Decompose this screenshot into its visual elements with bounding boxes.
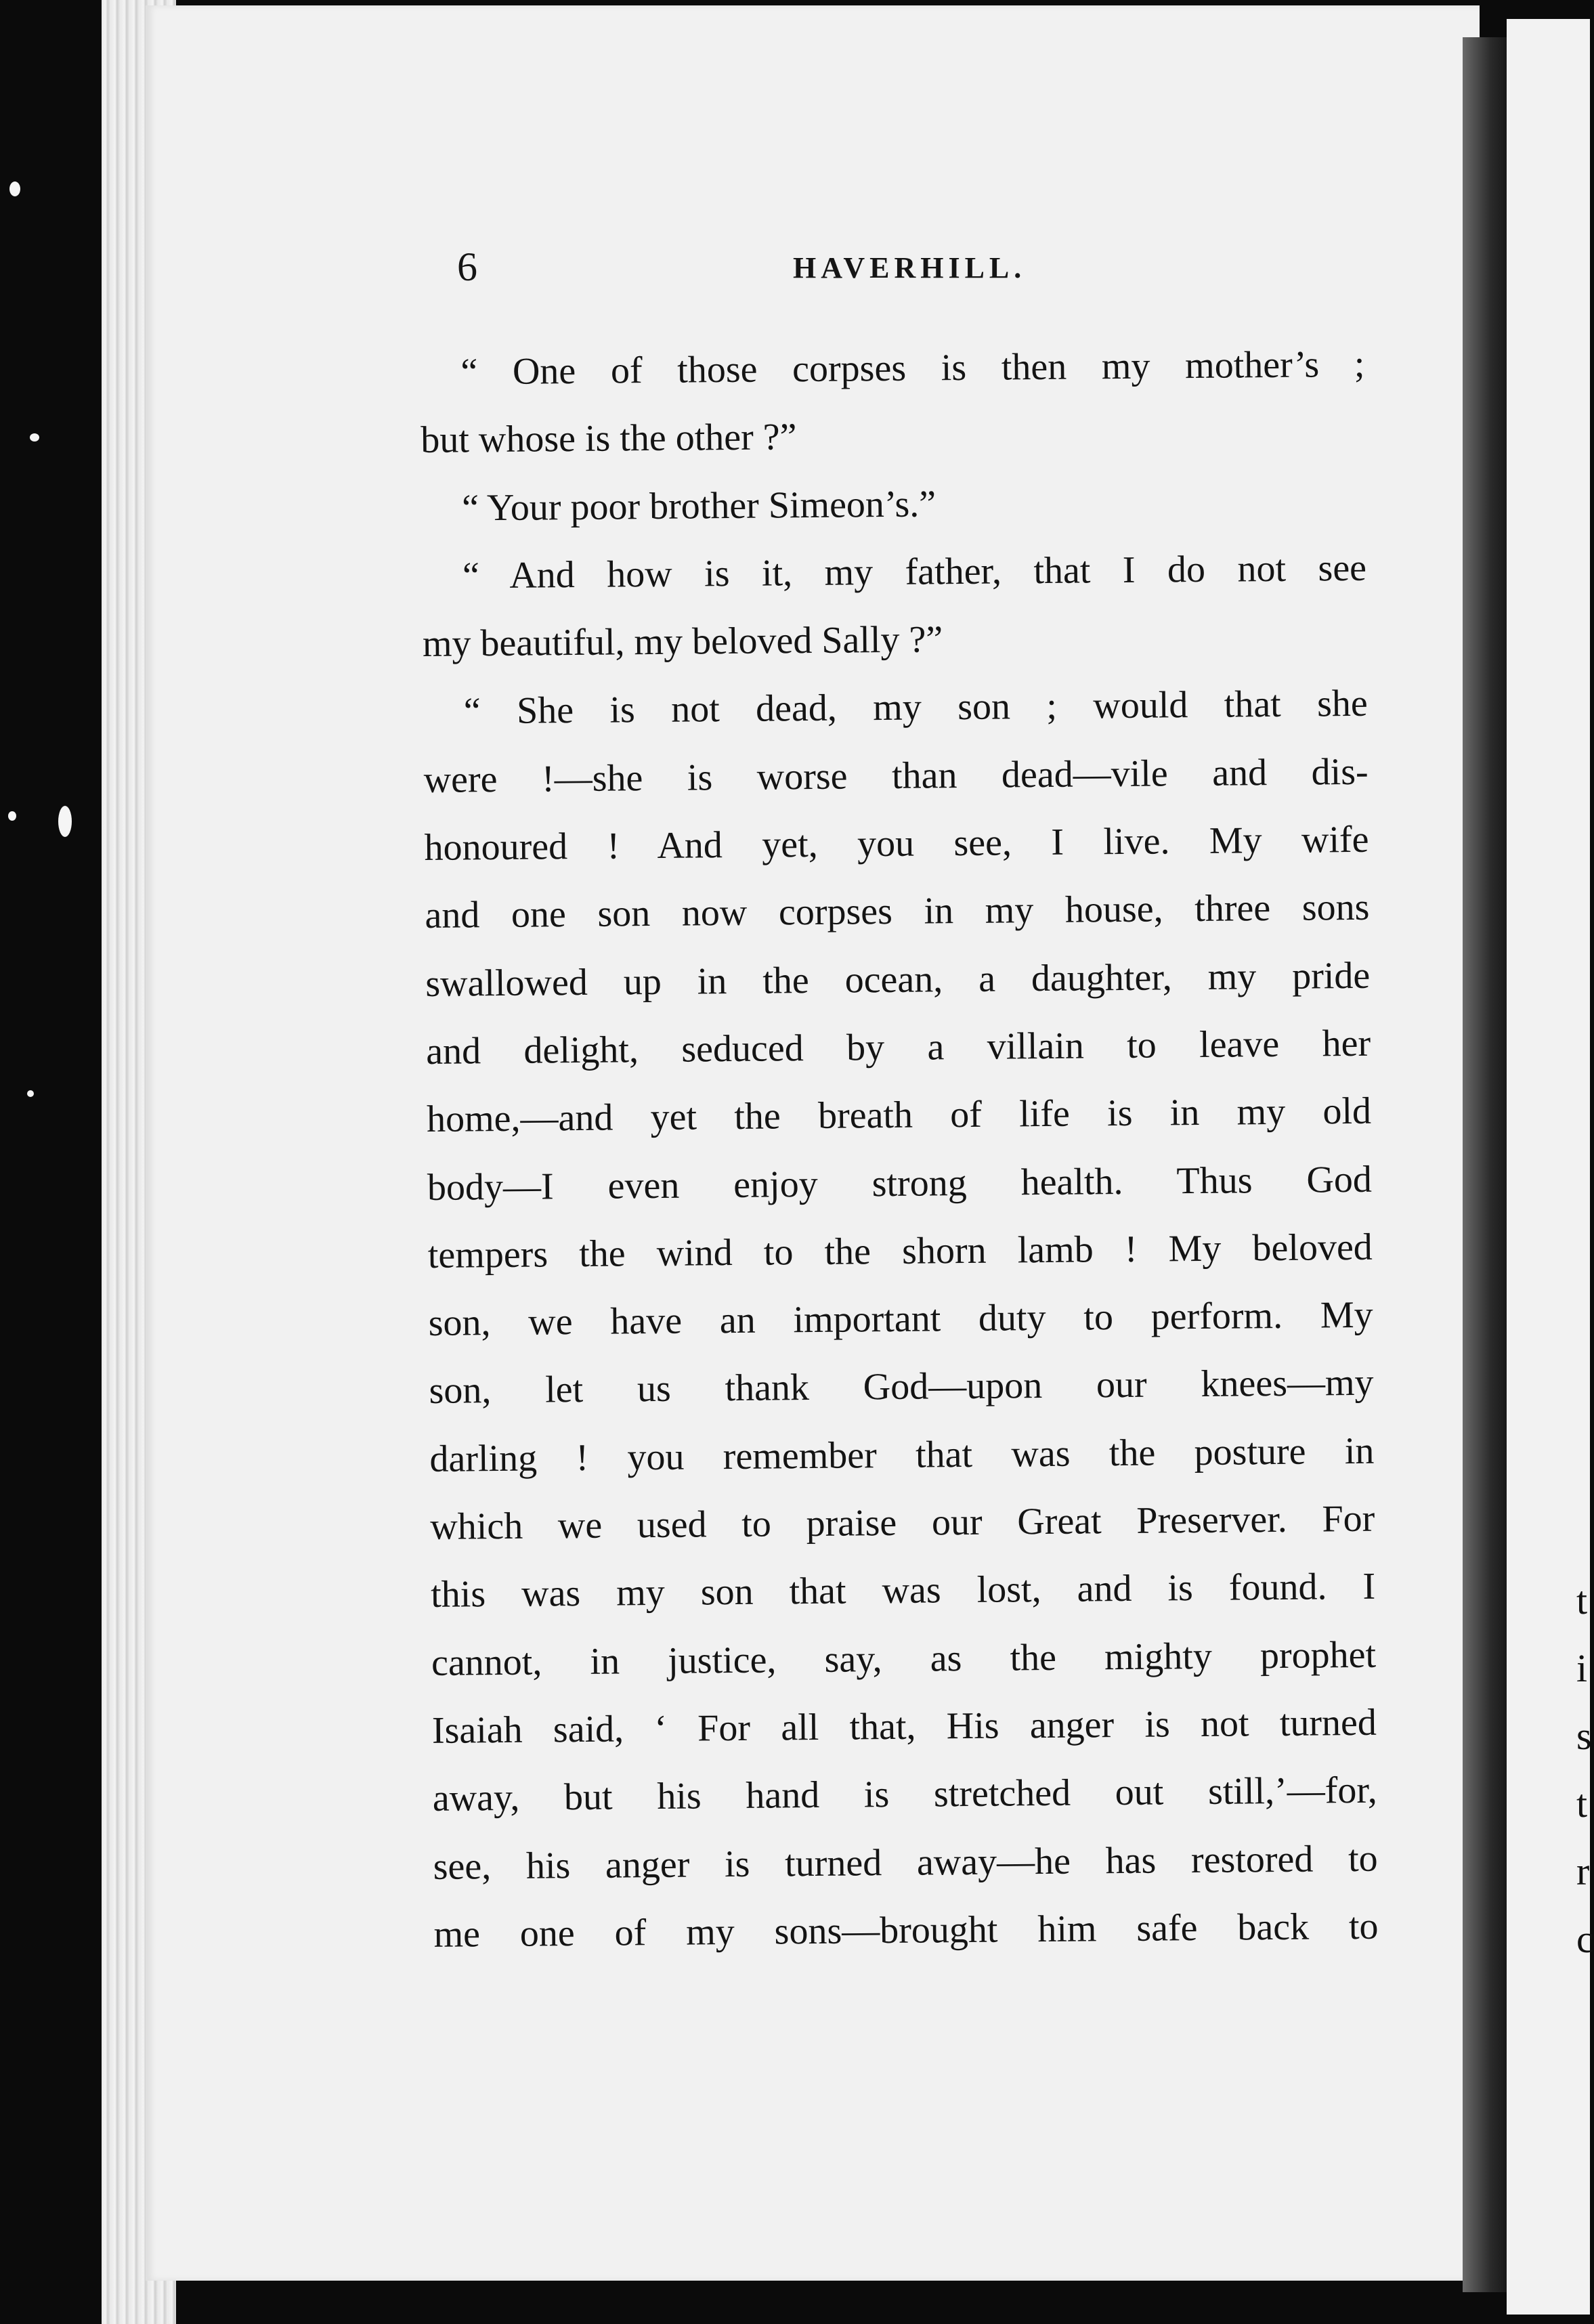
text-line: my beautiful, my beloved Sally ?” xyxy=(422,618,943,666)
text-line: which we used to praise our Great Preserver. For xyxy=(430,1497,1375,1548)
text-line: see, his anger is turned away—he has restored to xyxy=(433,1837,1378,1888)
scan-speck xyxy=(9,181,20,196)
facing-page-letter: s xyxy=(1576,1714,1592,1758)
text-line: but whose is the other ?” xyxy=(421,416,797,462)
page-number: 6 xyxy=(457,244,477,289)
text-line: Isaiah said, ‘ For all that, His anger is not turned xyxy=(431,1701,1377,1752)
text-line: “ Your poor brother Simeon’s.” xyxy=(461,482,936,530)
facing-page-letter: t xyxy=(1576,1782,1588,1826)
text-line: me one of my sons—brought him safe back to xyxy=(433,1905,1379,1956)
text-line: son, let us thank God—upon our knees—my xyxy=(429,1362,1374,1413)
text-line: “ And how is it, my father, that I do not see xyxy=(462,546,1367,597)
text-line: body—I even enjoy strong health. Thus God xyxy=(427,1158,1373,1209)
text-line: swallowed up in the ocean, a daughter, my pride xyxy=(425,954,1371,1005)
scan-speck xyxy=(30,433,39,442)
text-line: were !—she is worse than dead—vile and dis- xyxy=(423,750,1369,801)
scan-speck xyxy=(8,811,16,821)
text-line: tempers the wind to the shorn lamb ! My beloved xyxy=(427,1226,1373,1276)
text-line: home,—and yet the breath of life is in my old xyxy=(426,1090,1372,1141)
text-line: “ She is not dead, my son ; would that she xyxy=(463,683,1369,733)
scan-speck xyxy=(58,806,72,837)
text-line: and delight, seduced by a villain to leave her xyxy=(425,1022,1371,1073)
text-line: cannot, in justice, say, as the mighty prophet xyxy=(431,1633,1377,1684)
scan-speck xyxy=(27,1090,34,1097)
text-line: son, we have an important duty to perform. My xyxy=(428,1293,1373,1345)
facing-page-letter: r xyxy=(1576,1849,1590,1893)
page-header xyxy=(457,244,1358,298)
body-text xyxy=(420,330,1379,1968)
text-line: honoured ! And yet, you see, I live. My wife xyxy=(424,818,1369,869)
text-line: darling ! you remember that was the posture in xyxy=(429,1429,1375,1480)
running-head: HAVERHILL. xyxy=(793,251,1027,284)
facing-page-letter: i xyxy=(1576,1646,1588,1690)
facing-page-edge xyxy=(1507,19,1590,2315)
text-line: this was my son that was lost, and is found. I xyxy=(430,1566,1376,1616)
text-line: and one son now corpses in my house, three sons xyxy=(425,886,1370,937)
facing-page-letter: c xyxy=(1576,1917,1594,1961)
text-line: away, but his hand is stretched out still,’—for, xyxy=(432,1769,1378,1820)
text-line: “ One of those corpses is then my mother’s ; xyxy=(460,343,1365,393)
gutter-shadow xyxy=(1463,37,1510,2292)
facing-page-letter: t xyxy=(1576,1578,1588,1622)
